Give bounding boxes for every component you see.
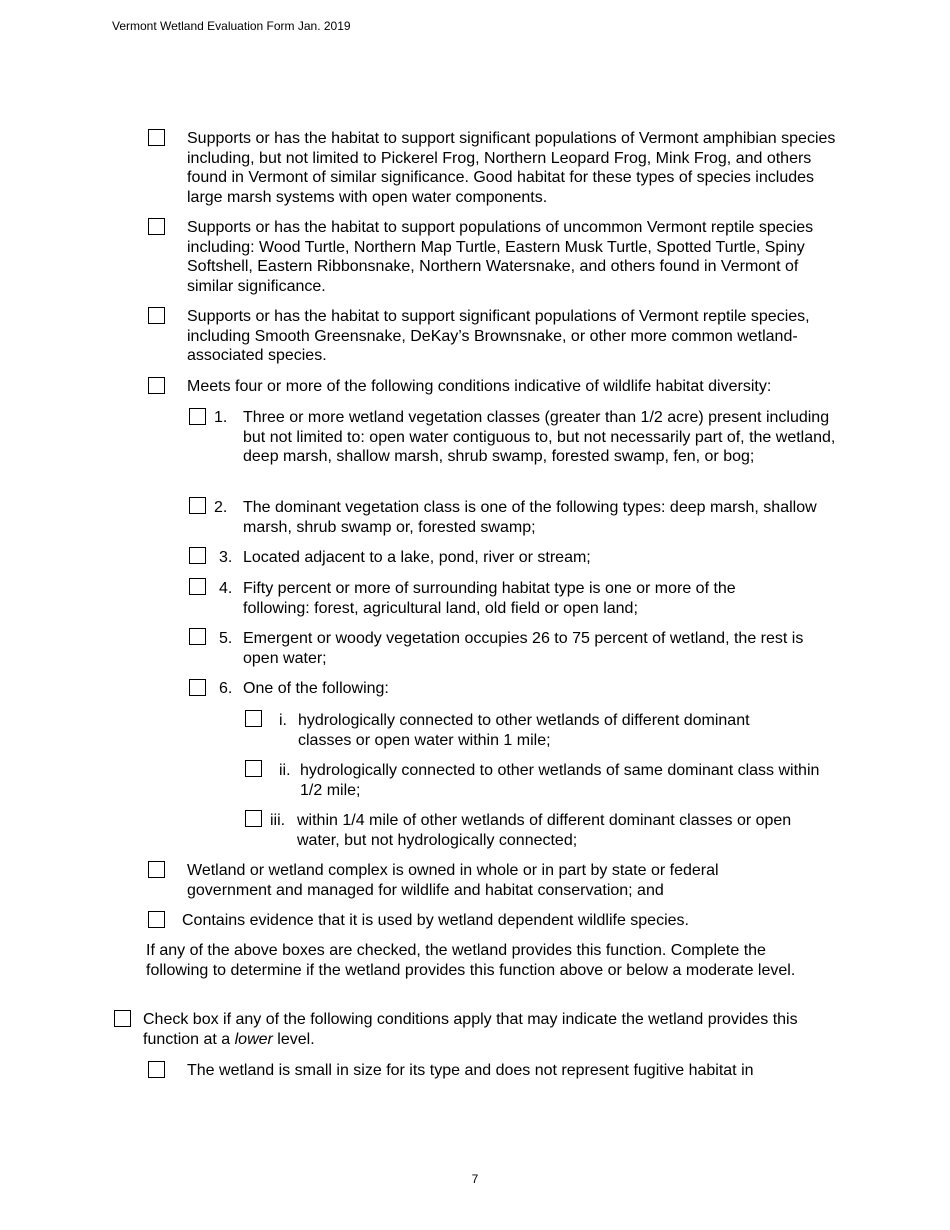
item-habitat-diversity: Meets four or more of the following conditions indicative of wildlife habitat diversity:: [187, 378, 772, 395]
checkbox-reptile-species[interactable]: [148, 307, 165, 324]
subcondition-ii-number: ii.: [279, 762, 291, 779]
subcondition-ii-text: hydrologically connected to other wetlands of same dominant class within 1/2 mile;: [300, 762, 820, 799]
condition-4-number: 4.: [219, 580, 233, 597]
item-state-federal-managed: Wetland or wetland complex is owned in whole or in part by state or federal government and managed for wildlife and habitat conservation; and: [187, 862, 719, 899]
item-reptile-species: Supports or has the habitat to support significant populations of Vermont reptile species, including Smooth Greensnake, DeKay’s Brownsnake, or other more common wetland-associated species.: [187, 308, 810, 365]
condition-6-number: 6.: [219, 680, 233, 697]
condition-3-text: Located adjacent to a lake, pond, river or stream;: [243, 549, 591, 566]
checkbox-condition-5[interactable]: [189, 628, 206, 645]
item-amphibian-habitat: Supports or has the habitat to support significant populations of Vermont amphibian species including, but not limited to Pickerel Frog, Northern Leopard Frog, Mink Frog, and others found in Vermont of similar significance. Good habitat for these types of species includes large marsh systems with open water components.: [187, 130, 836, 206]
condition-2-number: 2.: [214, 499, 228, 516]
lower-level-emphasis: lower: [234, 1030, 273, 1048]
page-number: 7: [471, 1172, 479, 1186]
condition-3-number: 3.: [219, 549, 233, 566]
lower-level-text-before: Check box if any of the following conditions apply that may indicate the wetland provides this function at a: [143, 1011, 798, 1048]
checkbox-subcondition-i[interactable]: [245, 710, 262, 727]
checkbox-condition-4[interactable]: [189, 578, 206, 595]
page-header: Vermont Wetland Evaluation Form Jan. 2019: [112, 19, 351, 33]
checkbox-habitat-diversity[interactable]: [148, 377, 165, 394]
condition-6-text: One of the following:: [243, 680, 389, 697]
condition-4-text: Fifty percent or more of surrounding habitat type is one or more of the following: forest, agricultural land, old field or open land;: [243, 580, 736, 617]
condition-1-number: 1.: [214, 409, 228, 426]
summary-paragraph: If any of the above boxes are checked, the wetland provides this function. Complete the following to determine if the wetland provides this function above or below a moderate level.: [146, 942, 796, 979]
checkbox-subcondition-ii[interactable]: [245, 760, 262, 777]
subcondition-i-text-content: hydrologically connected to other wetlands of different dominant classes or open water within 1 mile;: [298, 712, 750, 749]
checkbox-wildlife-evidence[interactable]: [148, 911, 165, 928]
checkbox-condition-1[interactable]: [189, 408, 206, 425]
checkbox-small-wetland[interactable]: [148, 1061, 165, 1078]
subcondition-i-number: i.: [279, 712, 287, 729]
checkbox-condition-3[interactable]: [189, 547, 206, 564]
checkbox-state-federal-managed[interactable]: [148, 861, 165, 878]
subcondition-iii-text: within 1/4 mile of other wetlands of different dominant classes or open water, but not hydrologically connected;: [297, 812, 792, 849]
subcondition-i-text: [298, 711, 818, 750]
condition-5-text: Emergent or woody vegetation occupies 26 to 75 percent of wetland, the rest is open water;: [243, 630, 804, 667]
condition-2-text: The dominant vegetation class is one of the following types: deep marsh, shallow marsh, shrub swamp or, forested swamp;: [243, 499, 817, 536]
checkbox-lower-level[interactable]: [114, 1010, 131, 1027]
subcondition-iii-number: iii.: [270, 812, 286, 829]
checkbox-uncommon-reptile[interactable]: [148, 218, 165, 235]
item-small-wetland: The wetland is small in size for its type and does not represent fugitive habitat in: [187, 1062, 754, 1079]
lower-level-instruction: [143, 1010, 823, 1049]
checkbox-subcondition-iii[interactable]: [245, 810, 262, 827]
item-wildlife-evidence: Contains evidence that it is used by wetland dependent wildlife species.: [182, 912, 689, 929]
checkbox-amphibian-habitat[interactable]: [148, 129, 165, 146]
condition-5-number: 5.: [219, 630, 233, 647]
condition-1-text: Three or more wetland vegetation classes (greater than 1/2 acre) present including but not limited to: open water contiguous to, but not necessarily part of, the wetland, deep marsh, shallow marsh, shrub swamp, forested swamp, fen, or bog;: [243, 409, 836, 466]
checkbox-condition-2[interactable]: [189, 497, 206, 514]
checkbox-condition-6[interactable]: [189, 679, 206, 696]
item-uncommon-reptile: Supports or has the habitat to support populations of uncommon Vermont reptile species including: Wood Turtle, Northern Map Turtle, Eastern Musk Turtle, Spotted Turtle, Spiny Softshell, Eastern Ribbonsnake, Northern Watersnake, and others found in Vermont of similar significance.: [187, 219, 814, 295]
lower-level-text-after: level.: [272, 1030, 315, 1048]
